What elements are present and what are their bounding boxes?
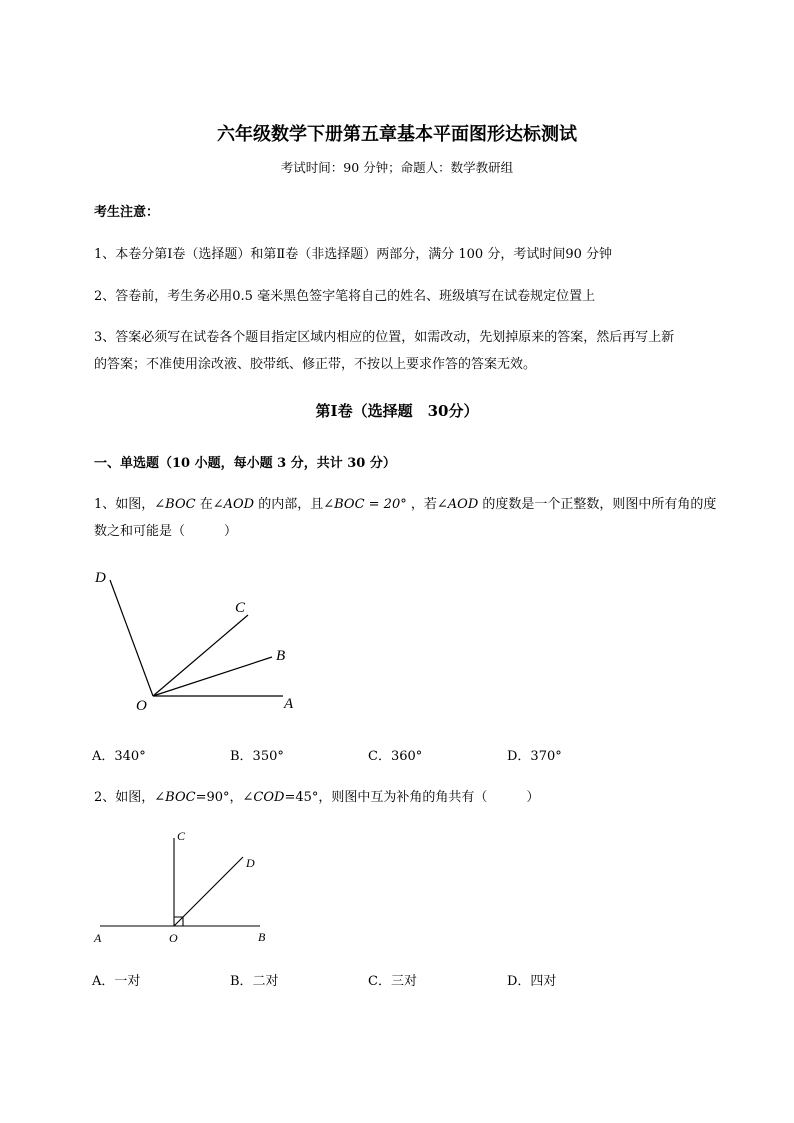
- label-b: B: [276, 648, 286, 664]
- q2-text: 2、如图，: [94, 790, 155, 805]
- notice-item-1: 1、本卷分第Ⅰ卷（选择题）和第Ⅱ卷（非选择题）两部分，满分 100 分，考试时间90 分钟: [94, 247, 612, 262]
- ray-ob: [153, 657, 272, 696]
- question-2-figure: [85, 820, 285, 950]
- notice-item-3-cont: 的答案；不准使用涂改液、胶带纸、修正带，不按以上要求作答的答案无效。: [94, 357, 537, 372]
- question-2-line: [94, 786, 539, 805]
- q1-option-d[interactable]: D．370°: [507, 749, 562, 764]
- label-a: A: [284, 696, 294, 712]
- q1-text: 的度数是一个正整数，则图中所有角的度: [478, 497, 717, 512]
- q2-math: ∠COD: [242, 790, 285, 805]
- q2-option-a[interactable]: A．一对: [92, 974, 141, 989]
- ray-oc: [153, 615, 248, 696]
- q1-text: 在: [195, 497, 213, 512]
- q2-text: =90°，: [195, 790, 243, 805]
- q1-option-c[interactable]: C．360°: [368, 749, 423, 764]
- label-d: D: [95, 570, 106, 586]
- question-1-line-1: [94, 493, 716, 512]
- label-o: O: [169, 931, 178, 945]
- notice-item-3: 3、答案必须写在试卷各个题目指定区域内相应的位置，如需改动，先划掉原来的答案，然后再写上新: [94, 330, 675, 345]
- question-1-figure: [85, 560, 315, 720]
- notice-heading: 考生注意：: [94, 205, 160, 220]
- label-d: D: [246, 856, 255, 870]
- q1-math: ∠BOC = 20°: [323, 497, 407, 512]
- q2-option-c[interactable]: C．三对: [368, 974, 417, 989]
- q1-math: ∠BOC: [154, 497, 196, 512]
- q2-text: =45°，则图中互为补角的角共有（ ）: [284, 790, 540, 805]
- q1-math: ∠AOD: [436, 497, 479, 512]
- part-heading: 一、单选题（10 小题，每小题 3 分，共计 30 分）: [94, 456, 396, 471]
- label-b: B: [258, 930, 266, 944]
- label-c: C: [177, 829, 186, 843]
- q2-option-d[interactable]: D．四对: [507, 974, 557, 989]
- section-title: 第Ⅰ卷（选择题 30分）: [315, 402, 479, 420]
- exam-subtitle: 考试时间：90 分钟；命题人：数学教研组: [280, 160, 514, 175]
- label-c: C: [235, 600, 246, 616]
- notice-item-2: 2、答卷前，考生务必用0.5 毫米黑色签字笔将自己的姓名、班级填写在试卷规定位置上: [94, 289, 596, 304]
- ray-od: [174, 857, 243, 926]
- q1-option-b[interactable]: B．350°: [230, 749, 284, 764]
- question-1-line-2: 数之和可能是（ ）: [94, 524, 238, 539]
- q1-text: 1、如图，: [94, 497, 155, 512]
- q2-option-b[interactable]: B．二对: [230, 974, 279, 989]
- label-a: A: [94, 931, 102, 945]
- q1-option-a[interactable]: A．340°: [92, 749, 146, 764]
- label-o: O: [136, 698, 147, 714]
- q2-math: ∠BOC: [154, 790, 196, 805]
- q1-text: 的内部，且: [254, 497, 324, 512]
- q1-text: ，若: [406, 497, 437, 512]
- page-title: 六年级数学下册第五章基本平面图形达标测试: [217, 124, 577, 145]
- q1-math: ∠AOD: [212, 497, 255, 512]
- ray-od: [110, 580, 153, 696]
